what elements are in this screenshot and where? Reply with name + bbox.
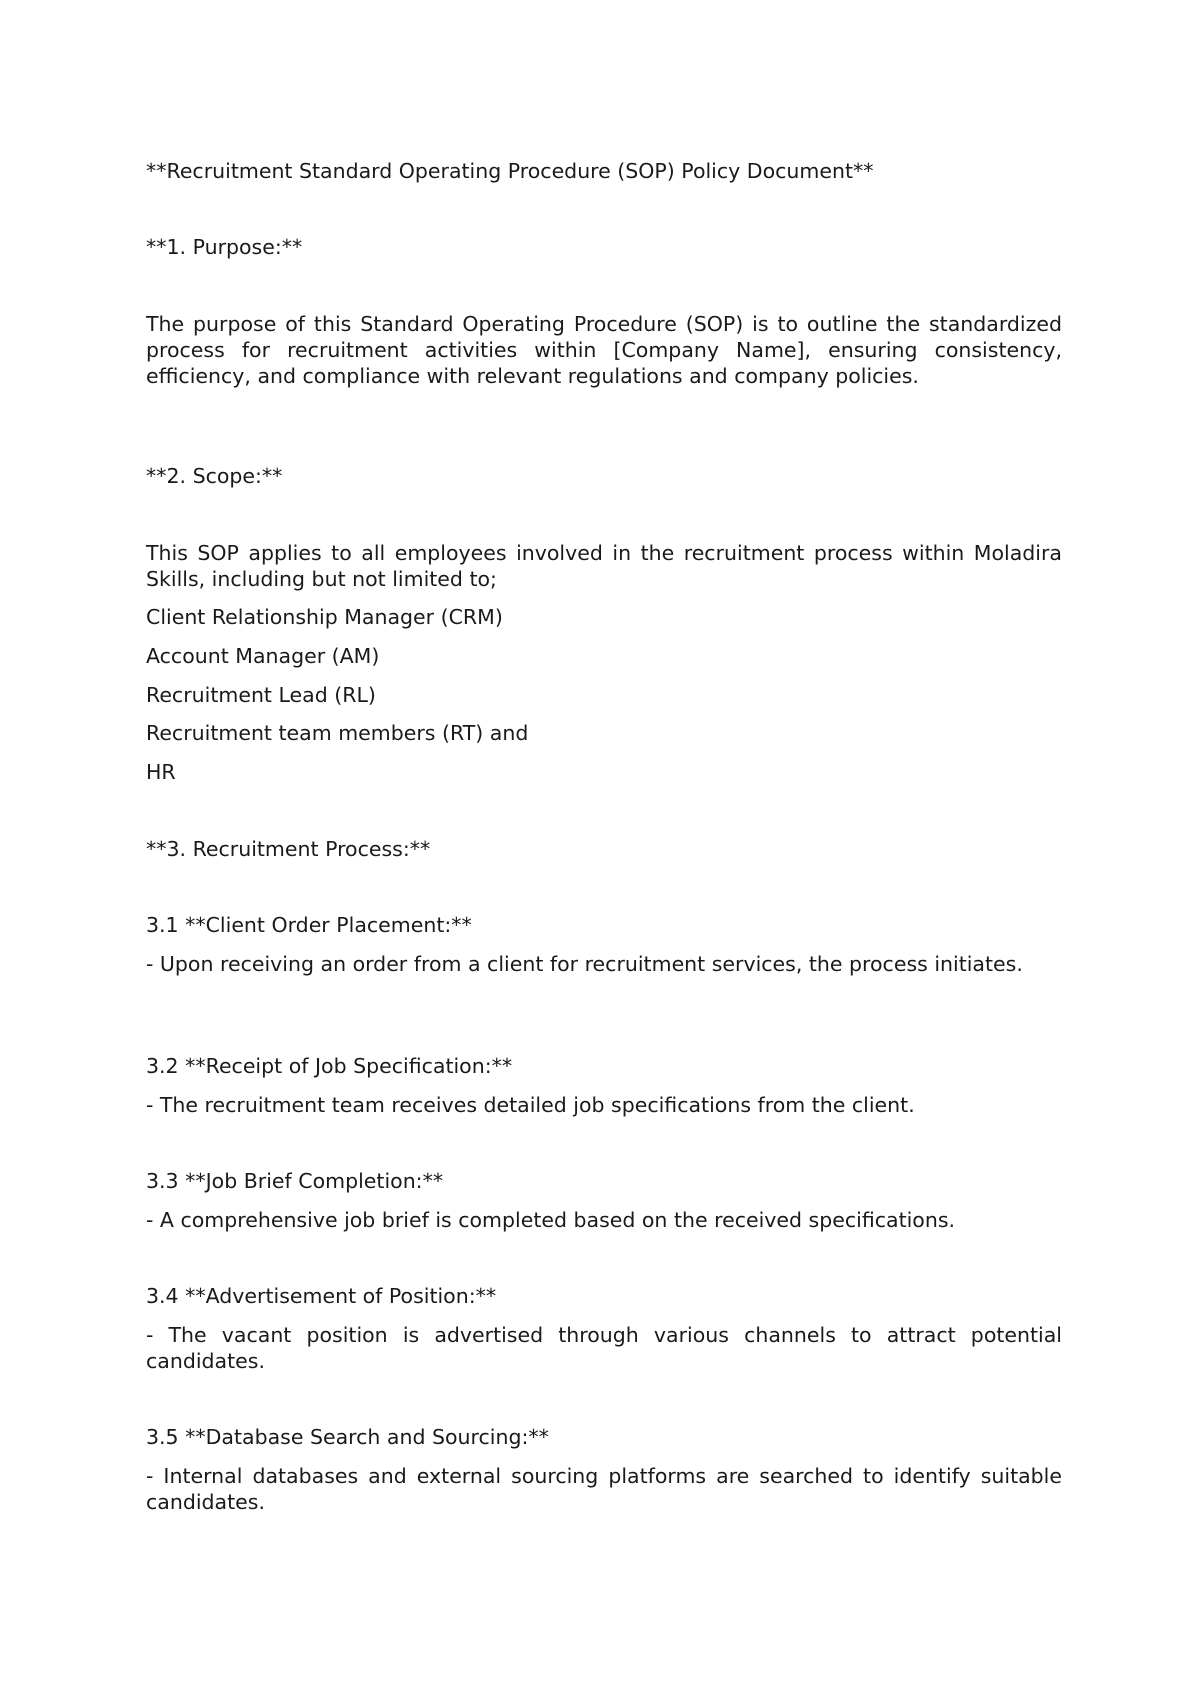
section-heading-scope: **2. Scope:**: [146, 464, 283, 488]
step-body: - Internal databases and external sourcing platforms are searched to identify suitable candidates.: [146, 1464, 1062, 1514]
step-body: - The recruitment team receives detailed job specifications from the client.: [146, 1093, 915, 1117]
role-list-item: Recruitment Lead (RL): [146, 683, 376, 707]
purpose-paragraph: The purpose of this Standard Operating Procedure (SOP) is to outline the standardized process for recruitment activities within [Company Name], ensuring consistency, efficiency, and compliance with relevant regulations and company policies.: [146, 312, 1062, 388]
scope-paragraph: This SOP applies to all employees involved in the recruitment process within Moladira Skills, including but not limited to;: [146, 541, 1062, 591]
step-body: - A comprehensive job brief is completed based on the received specifications.: [146, 1208, 956, 1232]
document-title: **Recruitment Standard Operating Procedure (SOP) Policy Document**: [146, 159, 874, 183]
role-list-item: Client Relationship Manager (CRM): [146, 605, 503, 629]
step-title: 3.5 **Database Search and Sourcing:**: [146, 1425, 549, 1449]
step-body: - Upon receiving an order from a client for recruitment services, the process initiates.: [146, 952, 1023, 976]
role-list-item: Account Manager (AM): [146, 644, 380, 668]
step-title: 3.3 **Job Brief Completion:**: [146, 1169, 444, 1193]
section-heading-purpose: **1. Purpose:**: [146, 235, 303, 259]
step-title: 3.1 **Client Order Placement:**: [146, 913, 472, 937]
step-title: 3.2 **Receipt of Job Specification:**: [146, 1054, 513, 1078]
section-heading-recruitment-process: **3. Recruitment Process:**: [146, 837, 431, 861]
step-title: 3.4 **Advertisement of Position:**: [146, 1284, 497, 1308]
role-list-item: Recruitment team members (RT) and: [146, 721, 529, 745]
step-body: - The vacant position is advertised through various channels to attract potential candidates.: [146, 1323, 1062, 1373]
role-list-item: HR: [146, 760, 176, 784]
